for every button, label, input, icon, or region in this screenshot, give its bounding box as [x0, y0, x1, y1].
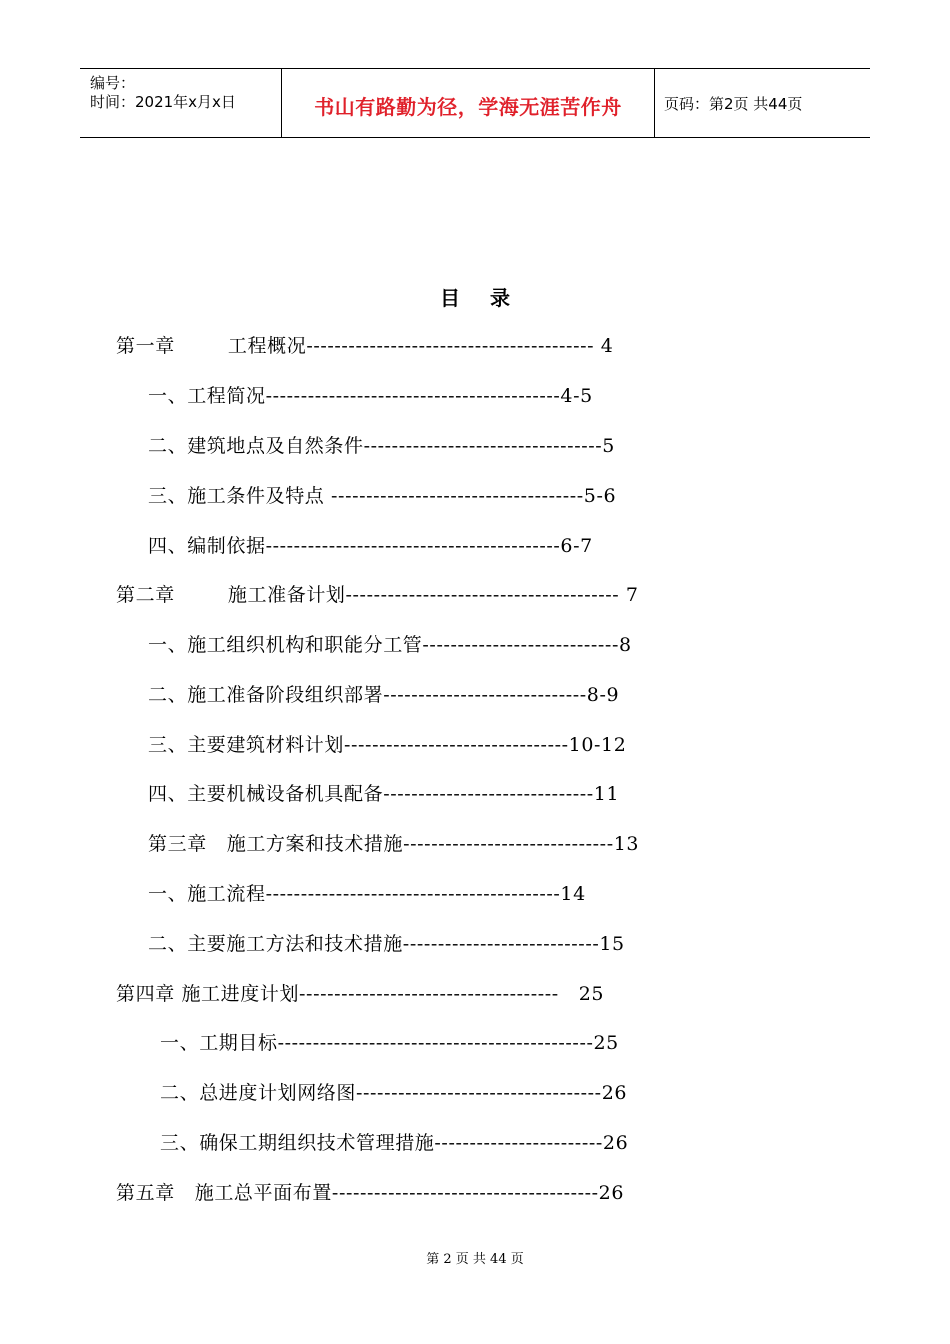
toc-entry-chapter-5: 第五章 施工总平面布置--------------------------------------26 [116, 1182, 625, 1204]
toc-entry: 三、主要建筑材料计划--------------------------------10-12 [148, 734, 627, 756]
toc-entry: 二、施工准备阶段组织部署-----------------------------8-9 [148, 684, 620, 706]
page-code: 页码：第2页 共44页 [664, 95, 803, 113]
number-label: 编号： [90, 74, 136, 92]
toc-entry-chapter-2: 第二章 施工准备计划--------------------------------------- 7 [116, 584, 639, 606]
time-label: 时间：2021年x月x日 [90, 93, 236, 111]
toc-entry: 二、主要施工方法和技术措施----------------------------15 [148, 933, 625, 955]
toc-entry: 一、施工组织机构和职能分工管----------------------------8 [148, 634, 632, 656]
toc-entry: 二、建筑地点及自然条件----------------------------------5 [148, 435, 615, 457]
header-table [80, 68, 870, 138]
toc-entry: 一、施工流程------------------------------------------14 [148, 883, 586, 905]
header-middle-cell [281, 69, 655, 137]
toc-entry: 四、编制依据------------------------------------------6-7 [148, 535, 593, 557]
toc-entry-chapter-3: 第三章 施工方案和技术措施------------------------------13 [148, 833, 640, 855]
toc-entry: 一、工程简况------------------------------------------4-5 [148, 385, 593, 407]
toc-entry: 三、确保工期组织技术管理措施------------------------26 [160, 1132, 629, 1154]
motto: 书山有路勤为径，学海无涯苦作舟 [314, 95, 622, 119]
toc-entry: 三、施工条件及特点 ------------------------------------5-6 [148, 485, 617, 507]
toc-entry: 四、主要机械设备机具配备------------------------------11 [148, 783, 620, 805]
page-footer: 第 2 页 共 44 页 [426, 1252, 524, 1267]
toc-entry: 一、工期目标---------------------------------------------25 [160, 1032, 619, 1054]
header-right-cell [654, 69, 870, 137]
toc-title: 目录 [440, 286, 540, 310]
toc-entry: 二、总进度计划网络图-----------------------------------26 [160, 1082, 628, 1104]
toc-entry-chapter-1: 第一章 工程概况----------------------------------------- 4 [116, 335, 614, 357]
header-left-cell [80, 69, 281, 137]
toc-entry-chapter-4: 第四章 施工进度计划------------------------------------- 25 [116, 983, 605, 1005]
